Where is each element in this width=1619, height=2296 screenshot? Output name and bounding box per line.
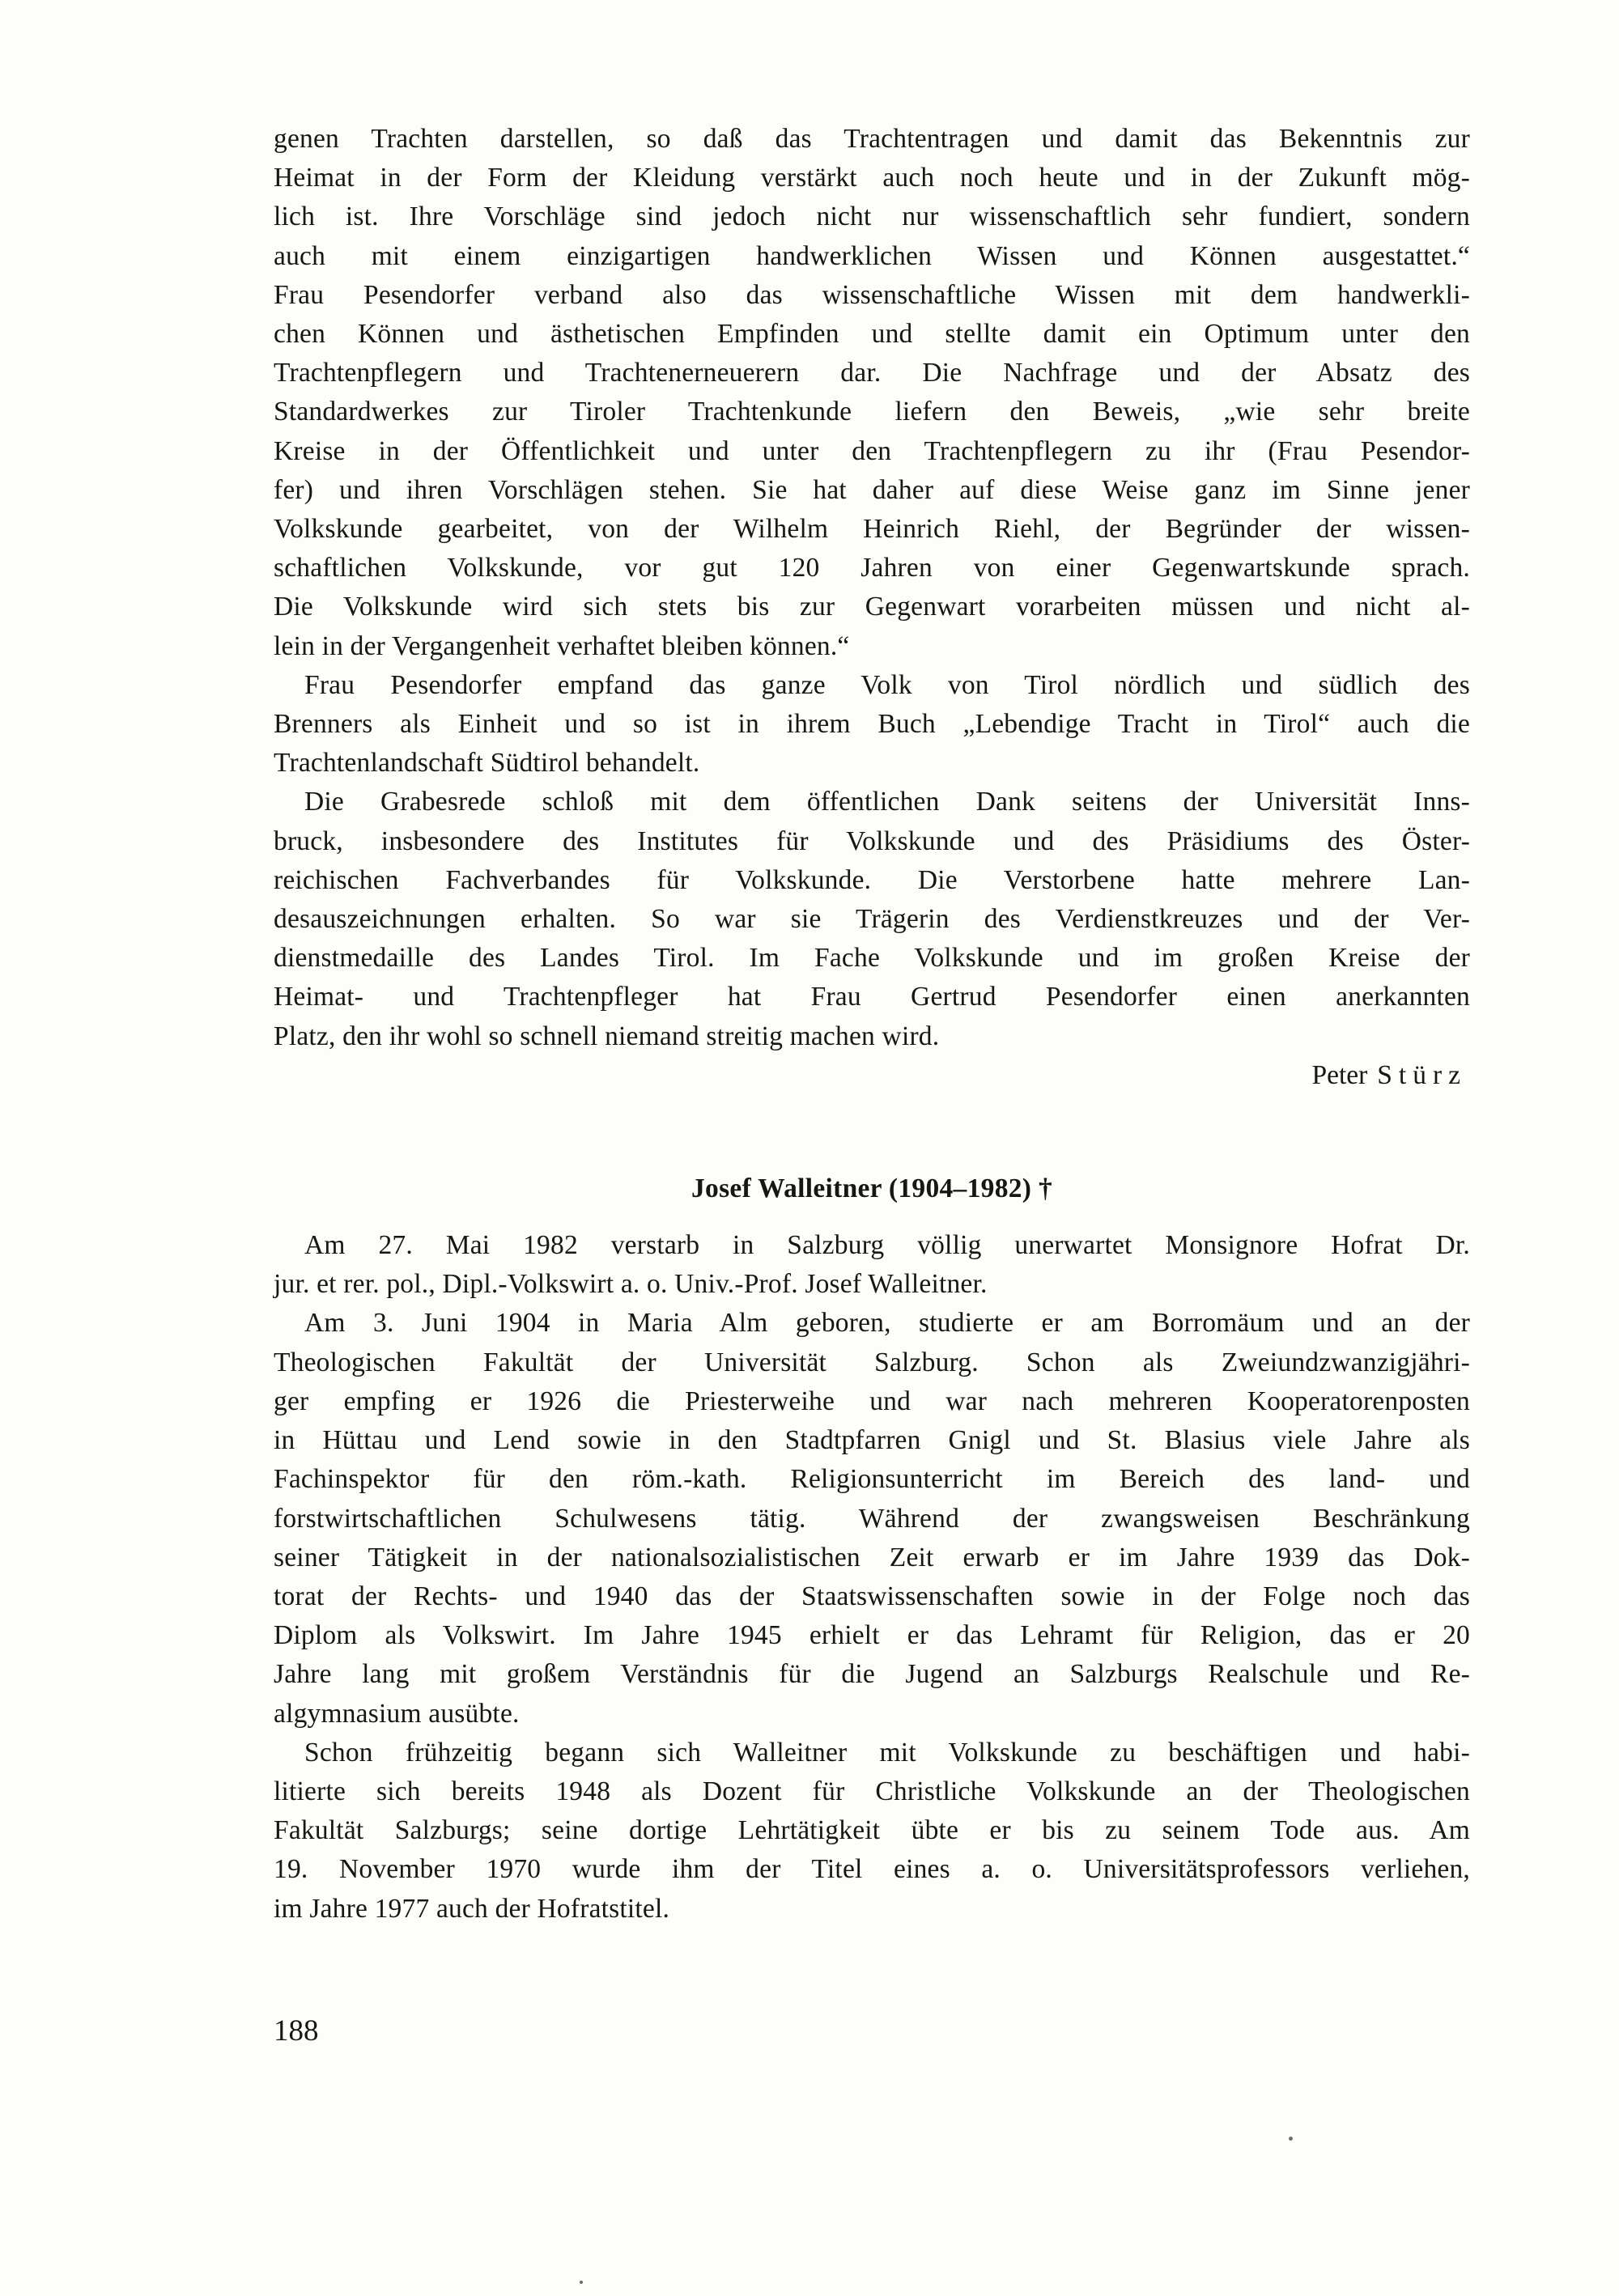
text-line: Jahre lang mit großem Verständnis für die Jugend an Salzburgs Realschule und Re- <box>274 1659 1470 1690</box>
text-line: Frau Pesendorfer empfand das ganze Volk von Tirol nördlich und südlich des <box>304 669 1470 700</box>
author-signature <box>274 1056 1470 1095</box>
text-line: desauszeichnungen erhalten. So war sie Trägerin des Verdienstkreuzes und der Ver- <box>274 904 1470 935</box>
text-line: Trachtenpflegern und Trachtenerneuerern dar. Die Nachfrage und der Absatz des <box>274 358 1470 388</box>
text-line: Heimat- und Trachtenpfleger hat Frau Gertrud Pesendorfer einen anerkannten <box>274 982 1470 1012</box>
obituary-heading: Josef Walleitner (1904–1982) † <box>691 1173 1052 1204</box>
text-line: Kreise in der Öffentlichkeit und unter den Trachtenpflegern zu ihr (Frau Pesendor- <box>274 435 1470 466</box>
scan-artifact <box>580 2281 583 2284</box>
text-line: lich ist. Ihre Vorschläge sind jedoch nicht nur wissenschaftlich sehr fundiert, sondern <box>274 202 1470 232</box>
text-line: Fakultät Salzburgs; seine dortige Lehrtätigkeit übte er bis zu seinem Tode aus. Am <box>274 1815 1470 1846</box>
text-line: schaftlichen Volkskunde, vor gut 120 Jahren von einer Gegenwartskunde sprach. <box>274 553 1470 584</box>
text-line: Volkskunde gearbeitet, von der Wilhelm Heinrich Riehl, der Begründer der wissen- <box>274 514 1470 545</box>
text-line: Platz, den ihr wohl so schnell niemand streitig machen wird. <box>274 1021 940 1051</box>
text-line: lein in der Vergangenheit verhaftet bleiben können.“ <box>274 630 850 661</box>
text-line: Heimat in der Form der Kleidung verstärkt auch noch heute und in der Zukunft mög- <box>274 163 1470 193</box>
signature-given-name: Peter <box>1311 1059 1368 1090</box>
text-line: im Jahre 1977 auch der Hofratstitel. <box>274 1893 670 1924</box>
text-line: chen Können und ästhetischen Empfinden und stellte damit ein Optimum unter den <box>274 319 1470 350</box>
text-line: seiner Tätigkeit in der nationalsozialistischen Zeit erwarb er im Jahre 1939 das Dok- <box>274 1542 1470 1572</box>
text-line: fer) und ihren Vorschlägen stehen. Sie hat daher auf diese Weise ganz im Sinne jener <box>274 474 1470 505</box>
text-line: Am 27. Mai 1982 verstarb in Salzburg völlig unerwartet Monsignore Hofrat Dr. <box>304 1230 1470 1261</box>
text-line: Diplom als Volkswirt. Im Jahre 1945 erhielt er das Lehramt für Religion, das er 20 <box>274 1620 1470 1651</box>
text-line: Theologischen Fakultät der Universität Salzburg. Schon als Zweiundzwanzigjähri- <box>274 1347 1470 1377</box>
text-line: Fachinspektor für den röm.-kath. Religionsunterricht im Bereich des land- und <box>274 1464 1470 1495</box>
text-line: forstwirtschaftlichen Schulwesens tätig. Während der zwangsweisen Beschränkung <box>274 1503 1470 1534</box>
paragraph <box>274 783 1470 1055</box>
scan-artifact <box>1289 2137 1293 2141</box>
signature-family-name: Stürz <box>1377 1059 1467 1090</box>
text-line: auch mit einem einzigartigen handwerklichen Wissen und Können ausgestattet.“ <box>274 240 1470 271</box>
text-line: Die Volkskunde wird sich stets bis zur Gegenwart vorarbeiten müssen und nicht al- <box>274 592 1470 622</box>
paragraph <box>274 1304 1470 1733</box>
text-line: torat der Rechts- und 1940 das der Staatswissenschaften sowie in der Folge noch das <box>274 1581 1470 1611</box>
text-line: Schon frühzeitig begann sich Walleitner mit Volkskunde zu beschäftigen und habi- <box>304 1737 1470 1768</box>
text-line: Die Grabesrede schloß mit dem öffentlichen Dank seitens der Universität Inns- <box>304 787 1470 817</box>
text-line: Frau Pesendorfer verband also das wissenschaftliche Wissen mit dem handwerkli- <box>274 279 1470 310</box>
text-line: jur. et rer. pol., Dipl.-Volkswirt a. o. Univ.-Prof. Josef Walleitner. <box>274 1269 988 1300</box>
text-line: Brenners als Einheit und so ist in ihrem Buch „Lebendige Tracht in Tirol“ auch die <box>274 709 1470 740</box>
text-line: Standardwerkes zur Tiroler Trachtenkunde liefern den Beweis, „wie sehr breite <box>274 397 1470 427</box>
text-line: dienstmedaille des Landes Tirol. Im Fache Volkskunde und im großen Kreise der <box>274 943 1470 974</box>
text-line: in Hüttau und Lend sowie in den Stadtpfarren Gnigl und St. Blasius viele Jahre als <box>274 1425 1470 1456</box>
text-line: 19. November 1970 wurde ihm der Titel eines a. o. Universitätsprofessors verliehen, <box>274 1854 1470 1885</box>
obituary-walleitner <box>274 1169 1470 1929</box>
text-line: reichischen Fachverbandes für Volkskunde. Die Verstorbene hatte mehrere Lan- <box>274 864 1470 895</box>
page-number: 188 <box>274 2014 319 2048</box>
paragraph <box>274 1734 1470 1929</box>
paragraph <box>274 666 1470 783</box>
text-line: ger empfing er 1926 die Priesterweihe und war nach mehreren Kooperatorenposten <box>274 1386 1470 1416</box>
text-block <box>274 120 1470 1929</box>
paragraph <box>274 1226 1470 1304</box>
text-line: Trachtenlandschaft Südtirol behandelt. <box>274 748 700 779</box>
text-line: genen Trachten darstellen, so daß das Trachtentragen und damit das Bekenntnis zur <box>274 124 1470 154</box>
paragraph <box>274 120 1470 666</box>
text-line: litierte sich bereits 1948 als Dozent für Christliche Volkskunde an der Theologischen <box>274 1776 1470 1806</box>
text-line: algymnasium ausübte. <box>274 1698 520 1729</box>
obituary-pesendorfer-continued <box>274 120 1470 1095</box>
text-line: bruck, insbesondere des Institutes für Volkskunde und des Präsidiums des Öster- <box>274 825 1470 856</box>
text-line: Am 3. Juni 1904 in Maria Alm geboren, studierte er am Borromäum und an der <box>304 1308 1470 1339</box>
